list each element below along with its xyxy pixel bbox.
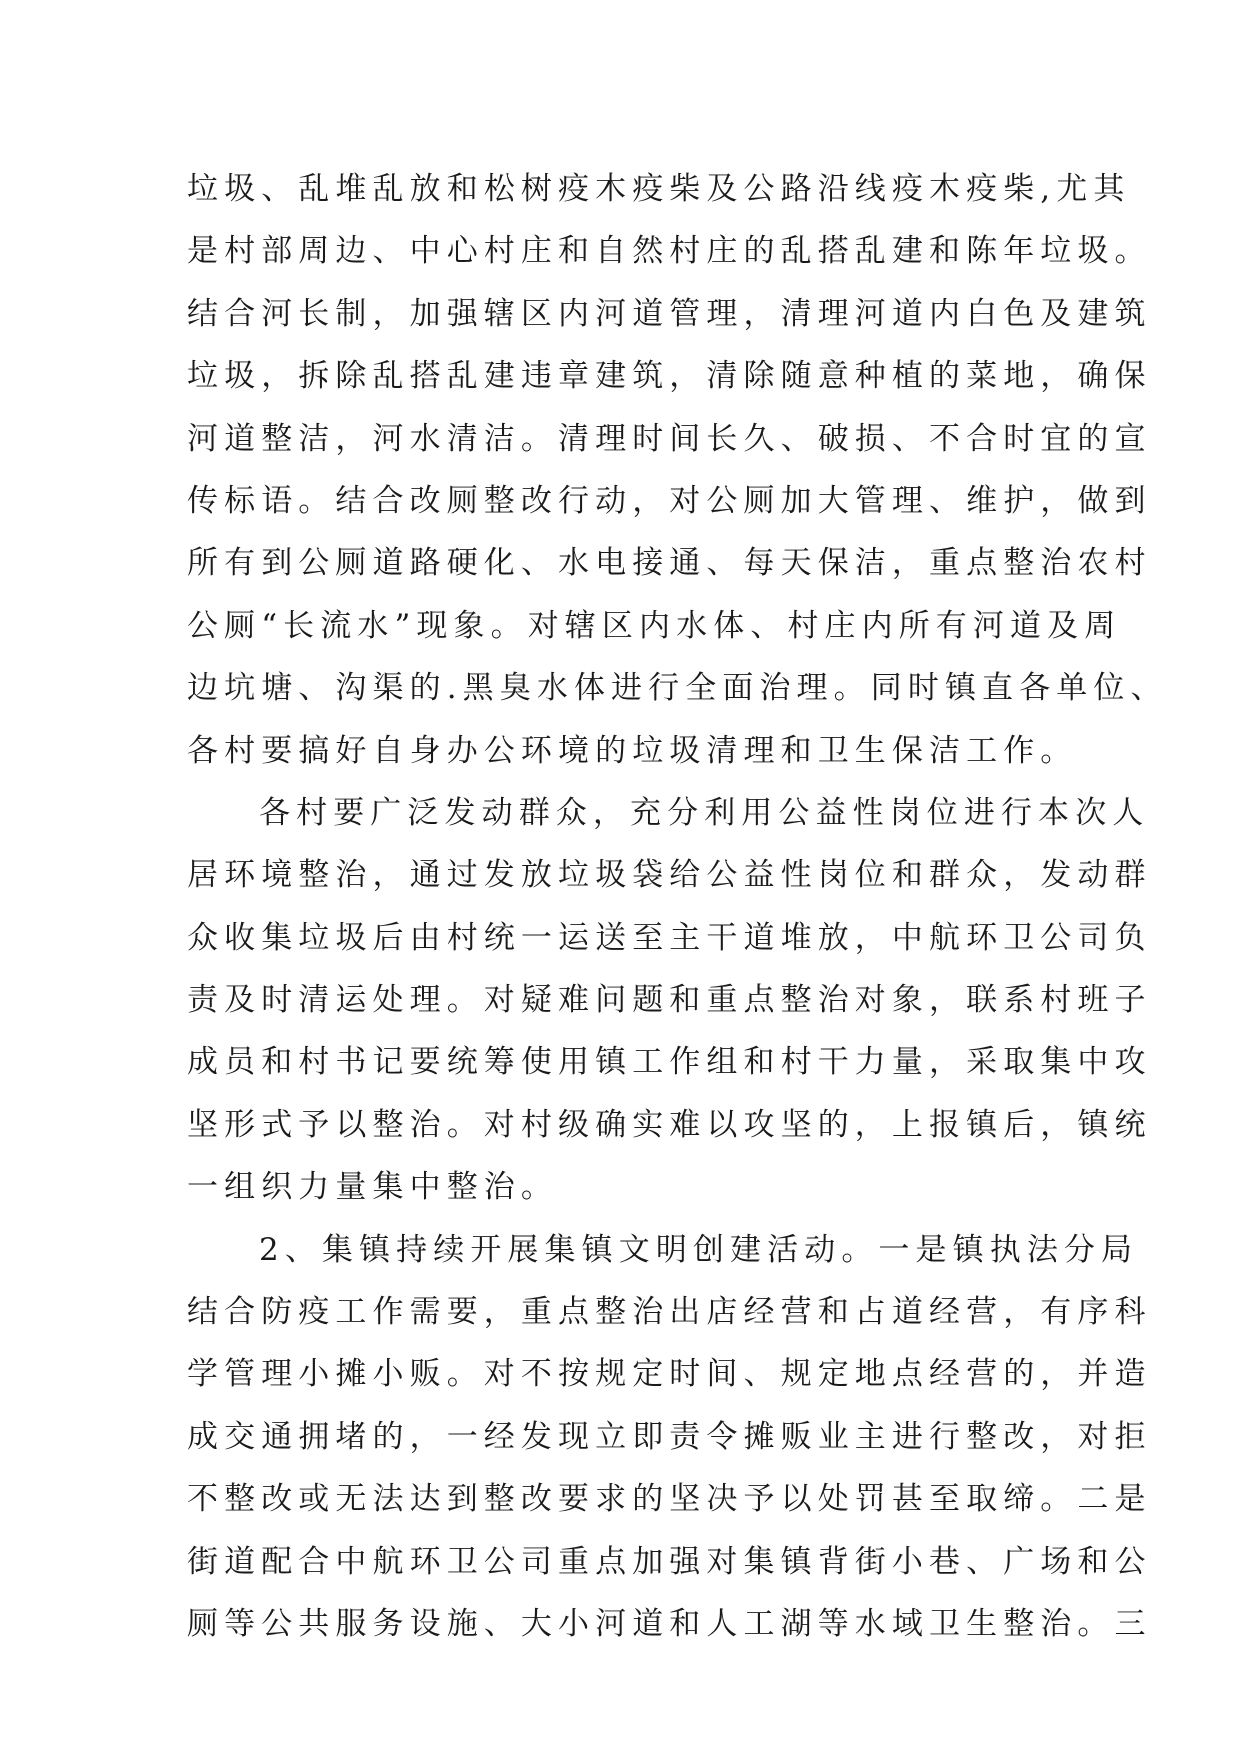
text-line: 所有到公厕道路硬化、水电接通、每天保洁，重点整治农村 (187, 545, 1152, 582)
text-line: 一组织力量集中整治。 (187, 1169, 558, 1206)
text-line: 学管理小摊小贩。对不按规定时间、规定地点经营的，并造 (187, 1356, 1152, 1393)
text-line: 结合河长制，加强辖区内河道管理，清理河道内白色及建筑 (187, 295, 1152, 332)
paragraph-first-line: 各村要广泛发动群众，充分利用公益性岗位进行本次人 (259, 794, 1150, 831)
text-line: 河道整洁，河水清洁。清理时间长久、破损、不合时宜的宣 (187, 420, 1152, 457)
text-line: 垃圾，拆除乱搭乱建违章建筑，清除随意种植的菜地，确保 (187, 358, 1152, 395)
text-line: 成交通拥堵的，一经发现立即责令摊贩业主进行整改，对拒 (187, 1418, 1152, 1455)
paragraph-first-line: 2、集镇持续开展集镇文明创建活动。一是镇执法分局 (259, 1231, 1139, 1268)
text-line: 公厕“长流水”现象。对辖区内水体、村庄内所有河道及周 (187, 607, 1122, 644)
text-line: 垃圾、乱堆乱放和松树疫木疫柴及公路沿线疫木疫柴,尤其 (187, 171, 1131, 207)
body-text (187, 158, 1168, 1655)
text-line: 厕等公共服务设施、大小河道和人工湖等水域卫生整治。三 (187, 1605, 1152, 1642)
text-line: 居环境整治，通过发放垃圾袋给公益性岗位和群众，发动群 (187, 857, 1152, 894)
text-line: 不整改或无法达到整改要求的坚决予以处罚甚至取缔。二是 (187, 1481, 1152, 1518)
text-line: 边坑塘、沟渠的.黑臭水体进行全面治理。同时镇直各单位、 (187, 670, 1168, 707)
text-line: 责及时清运处理。对疑难问题和重点整治对象，联系村班子 (187, 982, 1152, 1019)
text-line: 传标语。结合改厕整改行动，对公厕加大管理、维护，做到 (187, 482, 1152, 519)
text-line: 结合防疫工作需要，重点整治出店经营和占道经营，有序科 (187, 1294, 1152, 1331)
text-line: 是村部周边、中心村庄和自然村庄的乱搭乱建和陈年垃圾。 (187, 233, 1152, 270)
text-line: 各村要搞好自身办公环境的垃圾清理和卫生保洁工作。 (187, 732, 1078, 769)
text-line: 街道配合中航环卫公司重点加强对集镇背街小巷、广场和公 (187, 1543, 1152, 1580)
text-line: 众收集垃圾后由村统一运送至主干道堆放，中航环卫公司负 (187, 919, 1152, 956)
text-line: 坚形式予以整治。对村级确实难以攻坚的，上报镇后，镇统 (187, 1106, 1152, 1143)
text-line: 成员和村书记要统筹使用镇工作组和村干力量，采取集中攻 (187, 1044, 1152, 1081)
